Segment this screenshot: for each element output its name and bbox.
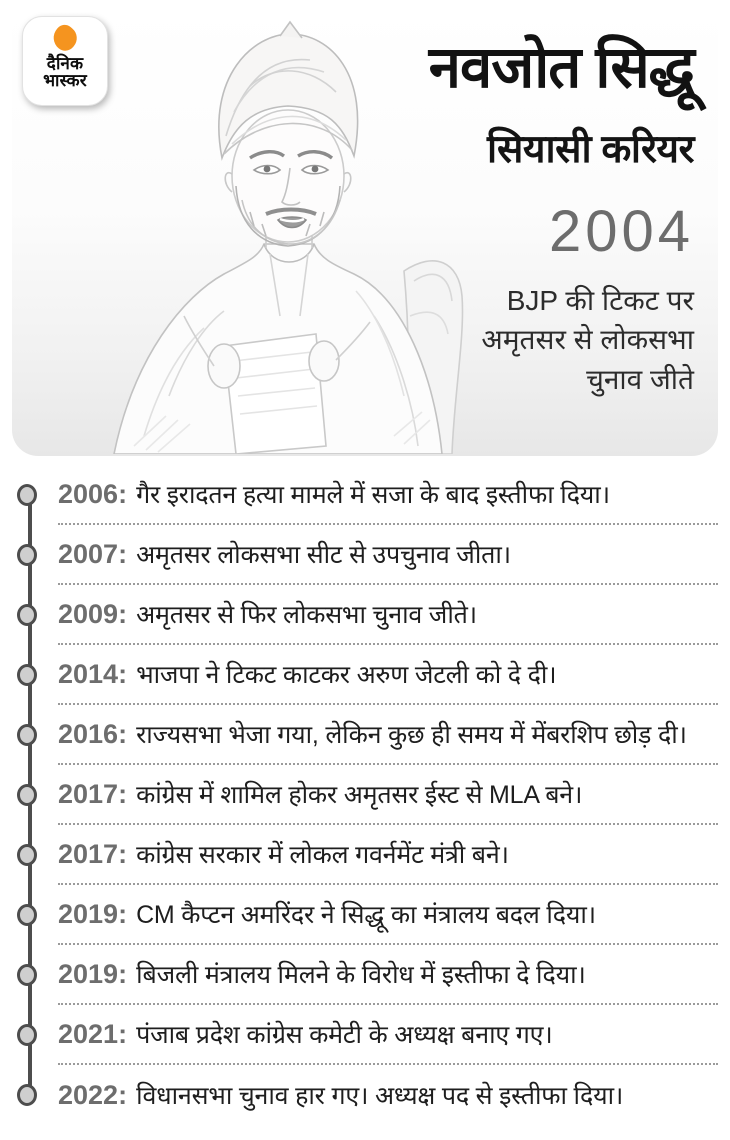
timeline-node-dot bbox=[17, 724, 37, 746]
logo-text-line1: दैनिक bbox=[46, 54, 84, 73]
timeline-node-dot bbox=[17, 964, 37, 986]
header-card bbox=[12, 6, 718, 456]
timeline-year: 2006: bbox=[58, 478, 128, 509]
page-title: नवजोत सिद्धू bbox=[428, 35, 694, 100]
header-text-block bbox=[428, 35, 694, 399]
timeline-text: राज्यसभा भेजा गया, लेकिन कुछ ही समय में मेंबरशिप छोड़ दी। bbox=[136, 721, 687, 749]
timeline-year: 2021: bbox=[58, 1018, 128, 1049]
timeline-node-dot bbox=[17, 544, 37, 566]
timeline-row bbox=[12, 585, 718, 645]
timeline-row bbox=[12, 645, 718, 705]
timeline-row bbox=[12, 825, 718, 885]
timeline-text: अमृतसर लोकसभा सीट से उपचुनाव जीता। bbox=[136, 541, 511, 569]
timeline-row bbox=[12, 765, 718, 825]
timeline-text: बिजली मंत्रालय मिलने के विरोध में इस्तीफा दे दिया। bbox=[136, 961, 586, 989]
bhaskar-sun-icon bbox=[48, 21, 82, 55]
timeline-text: कांग्रेस सरकार में लोकल गवर्नमेंट मंत्री बने। bbox=[136, 841, 509, 869]
career-timeline bbox=[12, 465, 718, 1125]
timeline-row bbox=[12, 705, 718, 765]
first-event-line: BJP की टिकट पर bbox=[506, 285, 694, 317]
timeline-node-dot bbox=[17, 844, 37, 866]
timeline-text: भाजपा ने टिकट काटकर अरुण जेटली को दे दी। bbox=[136, 661, 557, 689]
timeline-row bbox=[12, 885, 718, 945]
timeline-node-dot bbox=[17, 1084, 37, 1106]
timeline-year: 2022: bbox=[58, 1079, 128, 1110]
timeline-text: अमृतसर से फिर लोकसभा चुनाव जीते। bbox=[136, 601, 477, 629]
timeline-row bbox=[12, 1005, 718, 1065]
timeline-year: 2009: bbox=[58, 598, 128, 629]
timeline-node-dot bbox=[17, 664, 37, 686]
timeline-node-dot bbox=[17, 604, 37, 626]
timeline-text: विधानसभा चुनाव हार गए। अध्यक्ष पद से इस्तीफा दिया। bbox=[136, 1082, 624, 1110]
timeline-node-dot bbox=[17, 1024, 37, 1046]
first-year: 2004 bbox=[548, 199, 694, 265]
timeline-year: 2017: bbox=[58, 838, 128, 869]
timeline-node-dot bbox=[17, 784, 37, 806]
timeline-text: गैर इरादतन हत्या मामले में सजा के बाद इस्तीफा दिया। bbox=[136, 481, 610, 509]
timeline-year: 2007: bbox=[58, 538, 128, 569]
timeline-row bbox=[12, 465, 718, 525]
timeline-year: 2019: bbox=[58, 898, 128, 929]
timeline-text: CM कैप्टन अमरिंदर ने सिद्धू का मंत्रालय बदल दिया। bbox=[136, 901, 596, 929]
page-subtitle: सियासी करियर bbox=[486, 128, 694, 172]
timeline-year: 2017: bbox=[58, 778, 128, 809]
timeline-row bbox=[12, 945, 718, 1005]
timeline-text: पंजाब प्रदेश कांग्रेस कमेटी के अध्यक्ष बनाए गए। bbox=[136, 1021, 553, 1049]
timeline-year: 2014: bbox=[58, 658, 128, 689]
timeline-node-dot bbox=[17, 904, 37, 926]
timeline-row bbox=[12, 1065, 718, 1125]
logo-text-line2: भास्कर bbox=[43, 71, 87, 91]
timeline-year: 2016: bbox=[58, 718, 128, 749]
timeline-year: 2019: bbox=[58, 958, 128, 989]
first-event-line: अमृतसर से लोकसभा bbox=[481, 324, 694, 356]
first-event-line: चुनाव जीते bbox=[586, 363, 694, 395]
timeline-node-dot bbox=[17, 484, 37, 506]
dainik-bhaskar-logo bbox=[22, 16, 108, 106]
timeline-text: कांग्रेस में शामिल होकर अमृतसर ईस्ट से MLA बने। bbox=[136, 781, 583, 809]
first-event-text bbox=[429, 281, 694, 399]
timeline-row bbox=[12, 525, 718, 585]
